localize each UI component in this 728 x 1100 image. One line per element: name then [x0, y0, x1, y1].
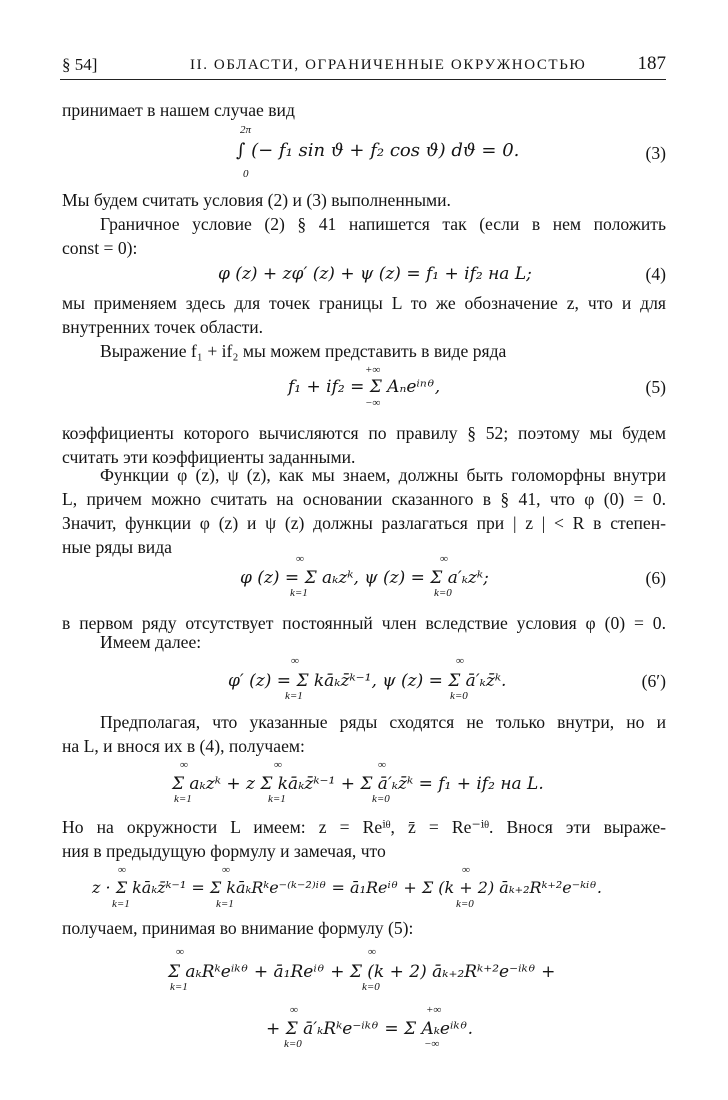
- equation-number: (5): [645, 377, 666, 397]
- paragraph-text: Имеем далее:: [100, 632, 202, 652]
- integral-upper-limit: 2π: [240, 124, 252, 136]
- sum-lower-limit: −∞: [365, 397, 381, 409]
- equation-8-body: z · Σ kāₖz̄ᵏ⁻¹ = Σ kāₖRᵏe⁻⁽ᵏ⁻²⁾ⁱᶿ = ā₁Reⁱᶿ + Σ (k + 2) āₖ₊₂Rᵏ⁺²e⁻ᵏⁱᶿ.: [92, 878, 602, 897]
- sum-lower-limit: k=0: [450, 690, 468, 702]
- sum-upper-limit: ∞: [456, 655, 464, 667]
- sum-upper-limit: ∞: [368, 946, 376, 958]
- sum-upper-limit: ∞: [378, 759, 386, 771]
- sum-lower-limit: k=0: [434, 587, 452, 599]
- sum-upper-limit: ∞: [118, 864, 126, 876]
- sum-lower-limit: k=1: [268, 793, 286, 805]
- sum-lower-limit: k=1: [216, 898, 234, 910]
- paragraph-text: получаем, принимая во внимание формулу (5):: [62, 918, 414, 938]
- header-rule: [60, 79, 666, 80]
- sum-upper-limit: ∞: [296, 553, 304, 565]
- paragraph-text: ния в предыдущую формулу и замечая, что: [62, 841, 386, 861]
- sum-upper-limit: +∞: [426, 1004, 442, 1016]
- paragraph-text: Предполагая, что указанные ряды сходятся не только внутри, но и: [100, 712, 666, 732]
- paragraph-text: const = 0):: [62, 238, 138, 258]
- paragraph-text: Функции φ (z), ψ (z), как мы знаем, должны быть голоморфны внутри: [100, 465, 666, 485]
- equation-4-body: φ (z) + zφ′ (z) + ψ (z) = f₁ + if₂ на L;: [218, 264, 532, 284]
- sum-upper-limit: ∞: [440, 553, 448, 565]
- integral-lower-limit: 0: [243, 168, 249, 180]
- sum-upper-limit: ∞: [222, 864, 230, 876]
- sum-upper-limit: +∞: [365, 364, 381, 376]
- paragraph-text: мы применяем здесь для точек границы L то же обозначение z, что и для: [62, 293, 666, 313]
- sum-upper-limit: ∞: [274, 759, 282, 771]
- paragraph-text: внутренних точек области.: [62, 317, 264, 337]
- sum-lower-limit: k=1: [174, 793, 192, 805]
- paragraph-text: Граничное условие (2) § 41 напишется так (если в нем положить: [100, 214, 666, 234]
- equation-9-line-1: Σ aₖRᵏeⁱᵏᶿ + ā₁Reⁱᶿ + Σ (k + 2) āₖ₊₂Rᵏ⁺²e⁻ⁱᵏᶿ +: [168, 962, 556, 982]
- paragraph-text: Но на окружности L имеем: z = Reⁱᶿ, z̄ = Re⁻ⁱᶿ. Внося эти выраже-: [62, 817, 666, 837]
- sum-lower-limit: k=1: [285, 690, 303, 702]
- paragraph-text: в первом ряду отсутствует постоянный член вследствие условия φ (0) = 0.: [62, 613, 666, 633]
- page-number: 187: [637, 53, 666, 74]
- equation-number: (4): [645, 264, 666, 284]
- sum-lower-limit: k=0: [284, 1038, 302, 1050]
- equation-3-body: ∫ (− f₁ sin ϑ + f₂ cos ϑ) dϑ = 0.: [236, 140, 520, 161]
- sum-upper-limit: ∞: [291, 655, 299, 667]
- equation-number: (6): [645, 568, 666, 588]
- running-title: II. ОБЛАСТИ, ОГРАНИЧЕННЫЕ ОКРУЖНОСТЬЮ: [190, 57, 587, 73]
- equation-9-line-2: + Σ ā′ₖRᵏe⁻ⁱᵏᶿ = Σ Aₖeⁱᵏᶿ.: [266, 1019, 474, 1039]
- equation-number: (3): [645, 143, 666, 163]
- equation-6-body: φ (z) = Σ aₖzᵏ, ψ (z) = Σ a′ₖzᵏ;: [240, 568, 489, 588]
- sum-upper-limit: ∞: [176, 946, 184, 958]
- paragraph-text: Значит, функции φ (z) и ψ (z) должны разлагаться при | z | < R в степен-: [62, 513, 666, 533]
- sum-lower-limit: k=0: [456, 898, 474, 910]
- sum-lower-limit: −∞: [424, 1038, 440, 1050]
- paragraph-text: считать эти коэффициенты заданными.: [62, 447, 356, 467]
- paragraph-text: L, причем можно считать на основании сказанного в § 41, что φ (0) = 0.: [62, 489, 666, 509]
- paragraph-text: Выражение f₁ + if₂ мы можем представить в виде ряда: [100, 341, 507, 361]
- sum-lower-limit: k=1: [112, 898, 130, 910]
- sum-lower-limit: k=0: [362, 981, 380, 993]
- equation-6-prime-body: φ′ (z) = Σ kāₖz̄ᵏ⁻¹, ψ (z) = Σ ā′ₖz̄ᵏ.: [228, 671, 507, 691]
- paragraph-text: коэффициенты которого вычисляются по правилу § 52; поэтому мы будем: [62, 423, 666, 443]
- paragraph-text: Мы будем считать условия (2) и (3) выполненными.: [62, 190, 451, 210]
- paragraph-text: на L, и внося их в (4), получаем:: [62, 736, 305, 756]
- sum-lower-limit: k=0: [372, 793, 390, 805]
- sum-upper-limit: ∞: [290, 1004, 298, 1016]
- sum-lower-limit: k=1: [170, 981, 188, 993]
- section-reference: § 54]: [62, 55, 98, 74]
- sum-upper-limit: ∞: [462, 864, 470, 876]
- paragraph-text: ные ряды вида: [62, 537, 172, 557]
- sum-lower-limit: k=1: [290, 587, 308, 599]
- equation-7-body: Σ aₖzᵏ + z Σ kāₖz̄ᵏ⁻¹ + Σ ā′ₖz̄ᵏ = f₁ + if₂ на L.: [172, 774, 544, 794]
- sum-upper-limit: ∞: [180, 759, 188, 771]
- equation-5-body: f₁ + if₂ = Σ Aₙeⁱⁿᶿ,: [288, 377, 441, 397]
- paragraph-text: принимает в нашем случае вид: [62, 100, 295, 120]
- equation-number: (6′): [641, 671, 666, 691]
